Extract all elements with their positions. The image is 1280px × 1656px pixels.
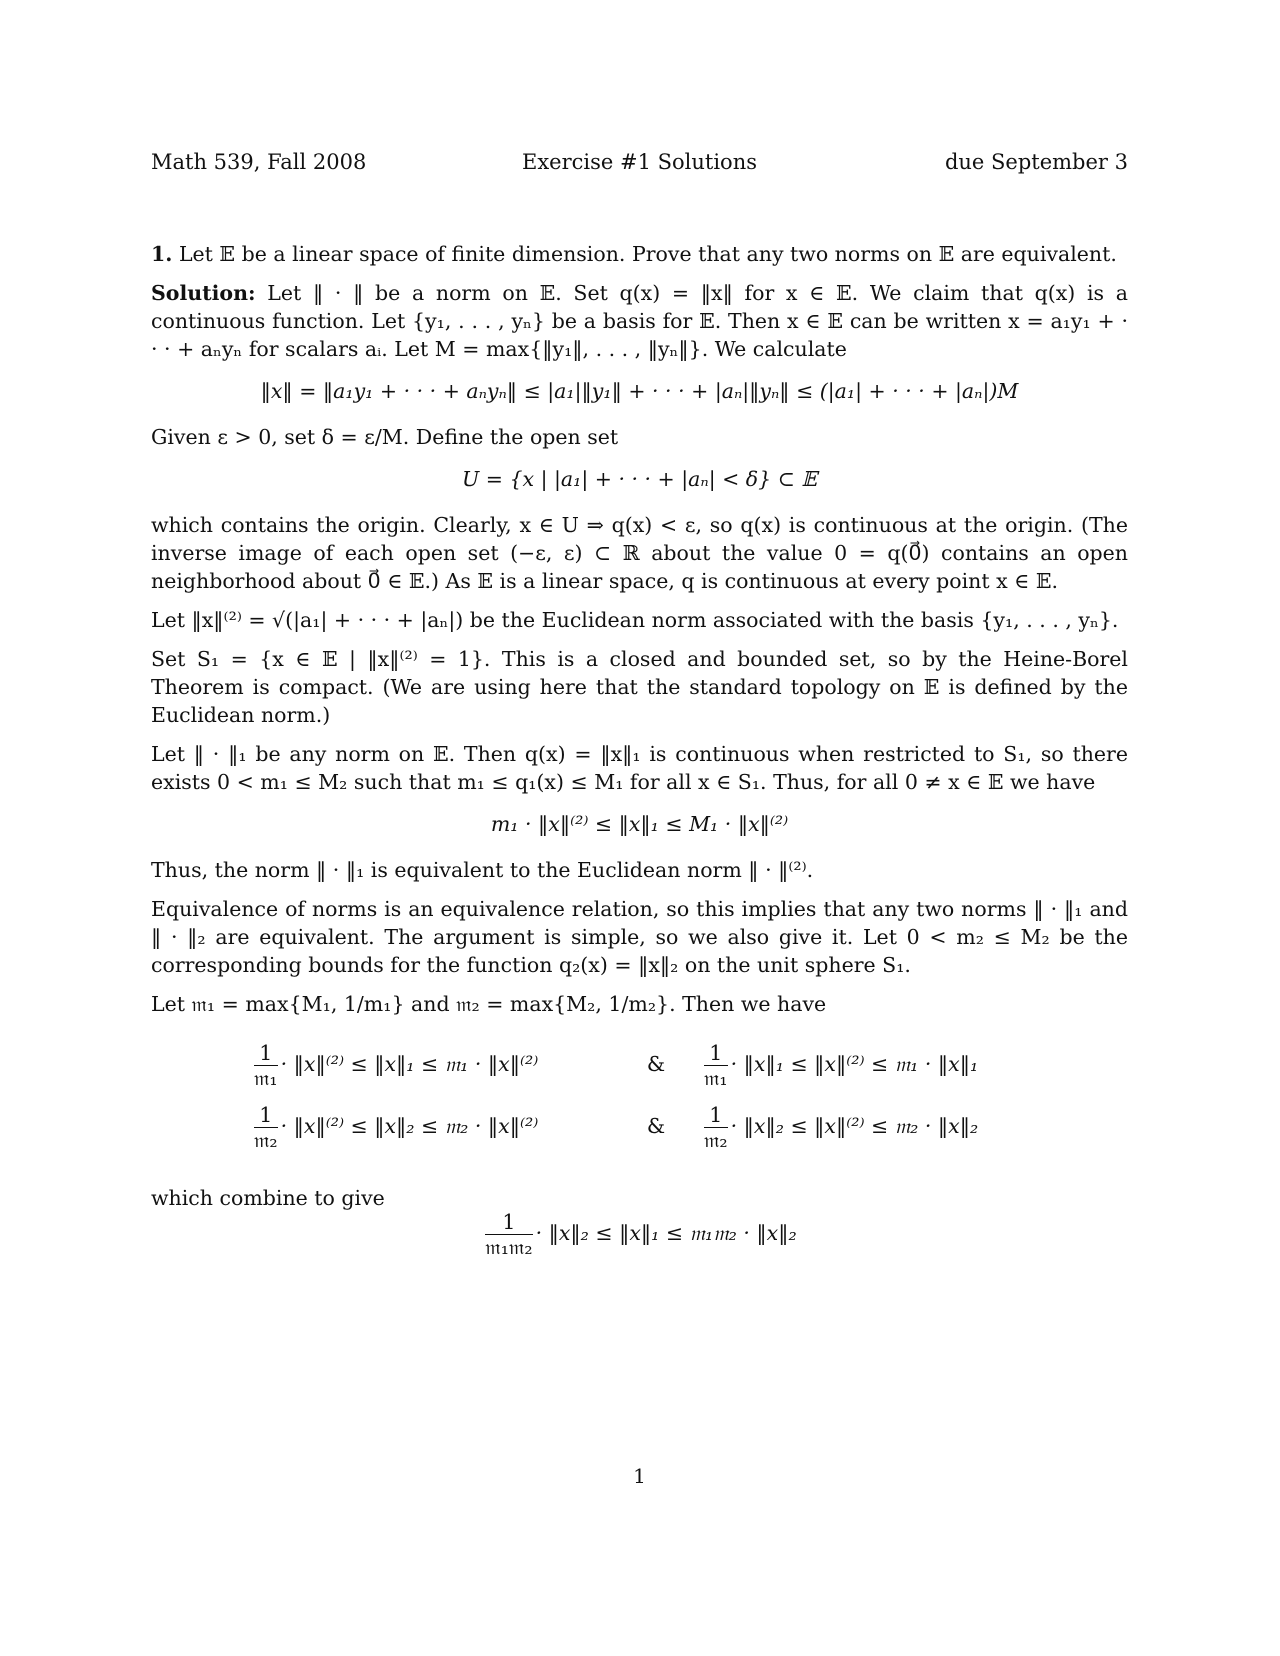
solution-label: Solution:	[151, 281, 256, 305]
combine-lead-text: which combine to give	[151, 1186, 385, 1210]
page-header	[151, 150, 1128, 180]
grid-r2-right: $\frac{1}{\text{𝔪₂}}$ · ‖x‖₂ ≤ ‖x‖⁽²⁾ ≤ 𝔪₂ · ‖x‖₂	[704, 1103, 979, 1152]
equation-final: $\frac{1}{\text{𝔪₁𝔪₂}}$ · ‖x‖₂ ≤ ‖x‖₁ ≤ 𝔪₁𝔪₂ · ‖x‖₂	[485, 1210, 797, 1259]
fraction: $\frac{1}{\text{𝔪₁}}$	[704, 1041, 728, 1090]
document-page	[151, 0, 1128, 1656]
document-body	[151, 240, 1128, 1260]
solution-paragraph-8: Equivalence of norms is an equivalence relation, so this implies that any two norms ‖ · ‖₁ and ‖ · ‖₂ are equivalent. The argument is simple, so we also give it. Let 0 < m₂ ≤ M₂ be the corresponding bounds for the function q₂(x) = ‖x‖₂ on the unit sphere S₁.	[151, 897, 1128, 977]
fraction: $\frac{1}{\text{𝔪₂}}$	[704, 1103, 728, 1152]
grid-r2-left: $\frac{1}{\text{𝔪₂}}$ · ‖x‖⁽²⁾ ≤ ‖x‖₂ ≤ 𝔪₂ · ‖x‖⁽²⁾	[254, 1103, 539, 1152]
header-due-date: due September 3	[944, 150, 1128, 174]
solution-paragraph-3: which contains the origin. Clearly, x ∈ U ⇒ q(x) < ε, so q(x) is continuous at the origin. (The inverse image of each open set (−ε, ε) ⊂ ℝ about the value 0 = q(0⃗) contains an open neighborhood about 0⃗ ∈ 𝔼.) As 𝔼 is a linear space, q is continuous at every point x ∈ 𝔼.	[151, 513, 1128, 593]
equation-open-set: U = {x | |a₁| + · · · + |aₙ| < δ} ⊂ 𝔼	[461, 467, 818, 491]
problem-text: Let 𝔼 be a linear space of finite dimension. Prove that any two norms on 𝔼 are equivalent.	[178, 242, 1117, 266]
page-number: 1	[633, 1464, 646, 1488]
problem-statement	[151, 240, 1128, 268]
solution-paragraph-5: Set S₁ = {x ∈ 𝔼 | ‖x‖⁽²⁾ = 1}. This is a closed and bounded set, so by the Heine-Borel Theorem is compact. (We are using here that the standard topology on 𝔼 is defined by the Euclidean norm.)	[151, 647, 1128, 727]
solution-paragraph-9: Let 𝔪₁ = max{M₁, 1/m₁} and 𝔪₂ = max{M₂, 1/m₂}. Then we have	[151, 992, 827, 1016]
fraction: $\frac{1}{\text{𝔪₁𝔪₂}}$	[485, 1210, 533, 1259]
solution-paragraph-6: Let ‖ · ‖₁ be any norm on 𝔼. Then q(x) = ‖x‖₁ is continuous when restricted to S₁, so there exists 0 < m₁ ≤ M₂ such that m₁ ≤ q₁(x) ≤ M₁ for all x ∈ S₁. Thus, for all 0 ≠ x ∈ 𝔼 we have	[151, 742, 1128, 794]
inequality-grid	[251, 1036, 1128, 1154]
header-title: Exercise #1 Solutions	[522, 150, 757, 174]
grid-r1-amp: &	[646, 1052, 666, 1076]
solution-paragraph-7: Thus, the norm ‖ · ‖₁ is equivalent to the Euclidean norm ‖ · ‖⁽²⁾.	[151, 858, 814, 882]
grid-r2-amp: &	[646, 1114, 666, 1138]
grid-r1-left: $\frac{1}{\text{𝔪₁}}$ · ‖x‖⁽²⁾ ≤ ‖x‖₁ ≤ 𝔪₁ · ‖x‖⁽²⁾	[254, 1041, 539, 1090]
equation-norm-equivalence: m₁ · ‖x‖⁽²⁾ ≤ ‖x‖₁ ≤ M₁ · ‖x‖⁽²⁾	[490, 812, 789, 836]
solution-paragraph-1	[151, 279, 1128, 363]
fraction: $\frac{1}{\text{𝔪₁}}$	[254, 1041, 278, 1090]
fraction: $\frac{1}{\text{𝔪₂}}$	[254, 1103, 278, 1152]
solution-paragraph-2: Given ε > 0, set δ = ε/M. Define the open set	[151, 425, 619, 449]
solution-paragraph-4: Let ‖x‖⁽²⁾ = √(|a₁| + · · · + |aₙ|) be the Euclidean norm associated with the basis {y₁, . . . , yₙ}.	[151, 608, 1119, 632]
final-combination	[151, 1180, 1128, 1260]
grid-r1-right: $\frac{1}{\text{𝔪₁}}$ · ‖x‖₁ ≤ ‖x‖⁽²⁾ ≤ 𝔪₁ · ‖x‖₁	[704, 1041, 979, 1090]
header-course: Math 539, Fall 2008	[151, 150, 367, 174]
solution-text-1: Let ‖ · ‖ be a norm on 𝔼. Set q(x) = ‖x‖ for x ∈ 𝔼. We claim that q(x) is a continuous function. Let {y₁, . . . , yₙ} be a basis for 𝔼. Then x ∈ 𝔼 can be written x = a₁y₁ + · · · + aₙyₙ for scalars aᵢ. Let M = max{‖y₁‖, . . . , ‖yₙ‖}. We calculate	[151, 281, 1128, 361]
equation-norm-bound: ‖x‖ = ‖a₁y₁ + · · · + aₙyₙ‖ ≤ |a₁|‖y₁‖ + · · · + |aₙ|‖yₙ‖ ≤ (|a₁| + · · · + |aₙ|)M	[260, 379, 1019, 403]
problem-number: 1.	[151, 242, 173, 266]
